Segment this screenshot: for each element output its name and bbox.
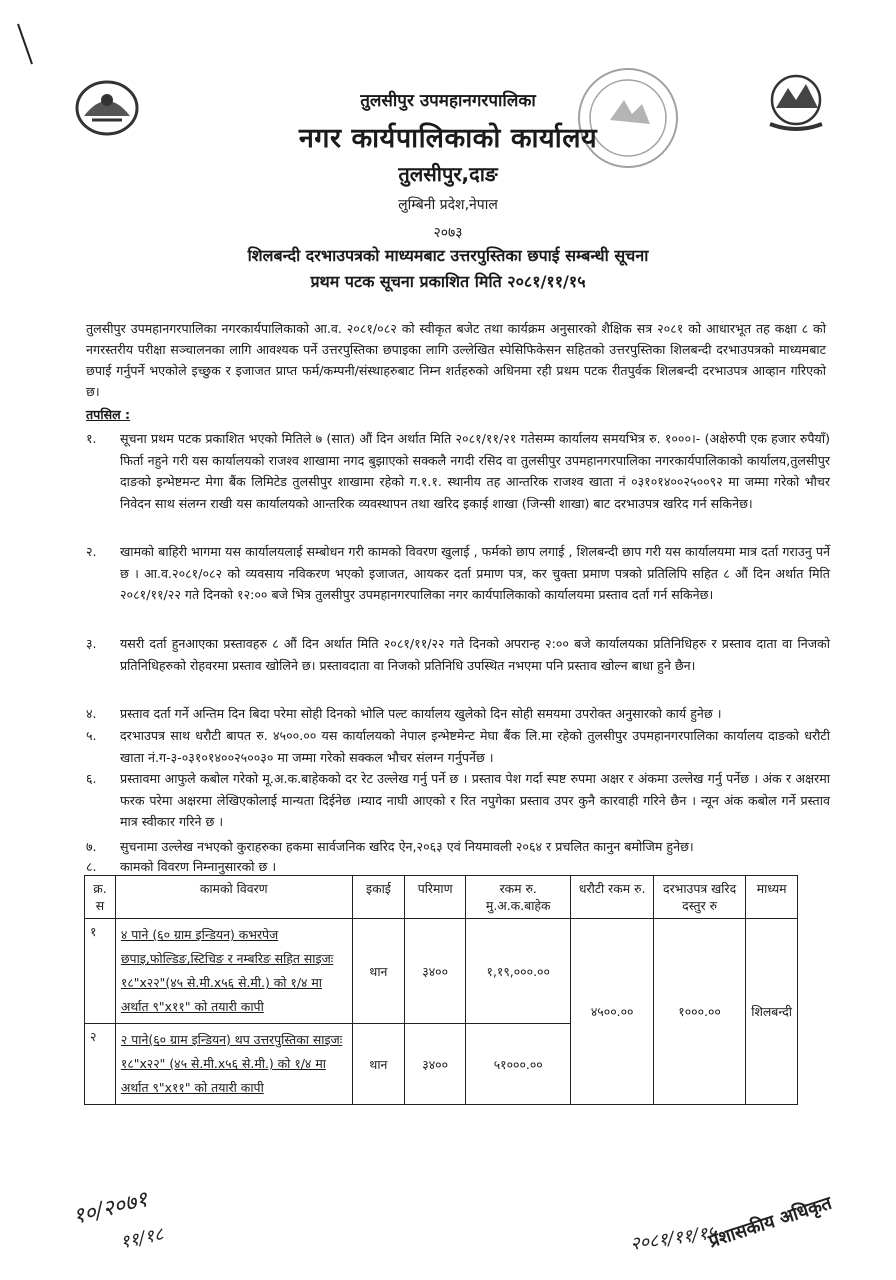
cell-sn: १ [85,919,116,1024]
condition-number: २. [86,544,97,559]
condition-number: ७. [86,839,97,854]
table-header-row [85,876,798,919]
cell-quantity: ३४०० [405,1024,466,1105]
cell-deposit: ४५००.०० [571,919,653,1105]
col-header-sn: क्र. स [85,876,116,919]
condition-text: प्रस्ताव दर्ता गर्ने अन्तिम दिन बिदा परेमा सोही दिनको भोलि पल्ट कार्यालय खुलेको दिन सोही समयमा उपरोक्त अनुसारको कार्य हुनेछ । [120,706,722,721]
condition-item [86,428,830,514]
col-header-unit: इकाई [352,876,405,919]
cell-unit: थान [352,919,405,1024]
col-header-deposit: धरौटी रकम रु. [571,876,653,919]
office-title: नगर कार्यपालिकाको कार्यालय [298,123,598,154]
org-name: तुलसीपुर उपमहानगरपालिका [360,91,536,111]
margin-stroke [8,20,38,70]
handwritten-date: ११/१८ [118,1223,166,1254]
col-header-description: कामको विवरण [115,876,352,919]
col-header-form-fee: दरभाउपत्र खरिद दस्तुर रु [653,876,745,919]
condition-text: कामको विवरण निम्नानुसारको छ । [120,859,277,874]
established-year: २०७३ [433,225,463,241]
signature-date: २०८१/११/१५ [629,1222,719,1255]
condition-number: ५. [86,728,97,743]
condition-item [86,633,830,676]
cell-form-fee: १०००.०० [653,919,745,1105]
col-header-amount: रकम रु. मु.अ.क.बाहेक [466,876,571,919]
published-date: प्रथम पटक सूचना प्रकाशित मिति २०८१/११/१५ [310,272,586,291]
tapsil-heading: तपसिल : [86,407,131,422]
cell-amount: १,१९,०००.०० [466,919,571,1024]
condition-number: ८. [86,859,97,874]
cell-unit: थान [352,1024,405,1105]
condition-number: ६. [86,771,97,786]
condition-text: सुचनामा उल्लेख नभएको कुराहरुका हकमा सार्वजनिक खरिद ऐन,२०६३ एवं नियमावली २०६४ र प्रचलित कानुन बमोजिम हुनेछ। [120,839,694,854]
condition-item [86,836,830,858]
condition-item [86,703,830,725]
cell-description: २ पाने(६० ग्राम इन्डियन) थप उत्तरपुस्तिका साइजः १८"x२२" (४५ से.मी.x५६ से.मी.) को १/४ मा अर्थात ९"x११" को तयारी कापी [115,1024,352,1105]
cell-sn: २ [85,1024,116,1105]
cell-medium: शिलबन्दी [746,919,798,1105]
condition-text: यसरी दर्ता हुनआएका प्रस्तावहरु ८ औं दिन अर्थात मिति २०८१/११/२२ गते दिनको अपरान्ह २:०० बजे कार्यालयका प्रतिनिधिहरु र प्रस्ताव दाता वा निजको प्रतिनिधिहरुको रोहवरमा प्रस्ताव खोलिने छ। प्रस्तावदाता वा निजको प्रतिनिधि उपस्थित नभएमा पनि प्रस्ताव खोल्न बाधा हुने छैन। [120,636,830,673]
notice-title: शिलबन्दी दरभाउपत्रको माध्यमबाट उत्तरपुस्तिका छपाई सम्बन्धी सूचना [247,246,649,265]
cell-quantity: ३४०० [405,919,466,1024]
condition-number: ४. [86,706,97,721]
condition-item [86,541,830,606]
table-row [85,919,798,1024]
cell-amount: ५१०००.०० [466,1024,571,1105]
condition-item [86,725,830,768]
handwritten-note: १०/२०७१ [70,1187,151,1230]
condition-text: खामको बाहिरी भागमा यस कार्यालयलाई सम्बोधन गरी कामको विवरण खुलाई , फर्मको छाप लगाई , शिलबन्दी छाप गरी यस कार्यालयमा मात्र दर्ता गराउनु पर्ने छ । आ.व.२०८१/०८२ को व्यवसाय नविकरण भएको इजाजत, आयकर दर्ता प्रमाण पत्र, कर चुक्ता प्रमाण पत्रको प्रतिलिपि सहित ८ औं दिन अर्थात मिति २०८१/११/२२ गते दिनको १२:०० बजे भित्र तुलसीपुर उपमहानगरपालिका नगर कार्यपालिकाको कार्यालयमा प्रस्ताव दर्ता गर्न सकिनेछ। [120,544,830,602]
province-line: लुम्बिनी प्रदेश,नेपाल [398,197,498,213]
condition-number: ३. [86,636,97,651]
col-header-medium: माध्यम [746,876,798,919]
condition-text: सूचना प्रथम पटक प्रकाशित भएको मितिले ७ (सात) औं दिन अर्थात मिति २०८१/११/२१ गतेसम्म कार्यालय समयभित्र रु. १०००।- (अक्षेरुपी एक हजार रुपैयाँ) फिर्ता नहुने गरी यस कार्यालयको राजश्व शाखामा नगद बुझाएको सक्कलै नगदी रसिद वा तुलसीपुर उपमहानगरपालिका नगरकार्यपालिकाको कार्यालय,तुलसीपुर दाङको इन्भेष्टमन्ट मेगा बैंक लिमिटेड तुलसीपुर शाखामा रहेको ग.१.१. स्थानीय तह आन्तरिक राजश्व खाता नं ०३१०१४००२५००९२ मा जम्मा गरेको भौचर निवेदन साथ संलग्न राखी यस कार्यालयको आन्तरिक व्यवस्थापन तथा खरिद इकाई शाखा (जिन्सी शाखा) बाट दरभाउपत्र खरिद गर्न सकिनेछ। [120,431,830,511]
intro-paragraph: तुलसीपुर उपमहानगरपालिका नगरकार्यपालिकाको आ.व. २०८१/०८२ को स्वीकृत बजेट तथा कार्यक्रम अनुसारको शैक्षिक सत्र २०८१ को आधारभूत तह कक्षा ८ को नगरस्तरीय परीक्षा सञ्चालनका लागि आवश्यक पर्ने उत्तरपुस्तिका छपाइका लागि उल्लेखित स्पेसिफिकेसन सहितको उत्तरपुस्तिका शिलबन्दी दरभाउपत्रको माध्यमबाट छपाई गर्नुपर्ने भएकोले इच्छुक र इजाजत प्राप्त फर्म/कम्पनी/संस्थाहरुबाट निम्न शर्तहरुको अधिनमा रही प्रथम पटक रीतपुर्वक शिलबन्दी दरभाउपत्र आव्हान गरिएको छ। [86,321,826,399]
office-place: तुलसीपुर,दाङ [398,162,498,186]
condition-text: प्रस्तावमा आफुले कबोल गरेको मू.अ.क.बाहेकको दर रेट उल्लेख गर्नु पर्ने छ । प्रस्ताव पेश गर्दा स्पष्ट रुपमा अक्षर र अंकमा उल्लेख गर्नु पर्नेछ । अंक र अक्षरमा फरक परेमा अक्षरमा लेखिएकोलाई मान्यता दिईनेछ ।म्याद नाघी आएको र रित नपुगेका प्रस्ताव उपर कुनै कारवाही गरिने छैन । न्यून अंक कबोल गर्ने प्रस्ताव मात्र स्वीकार गरिने छ । [120,771,830,829]
condition-text: दरभाउपत्र साथ धरौटी बापत रु. ४५००.०० यस कार्यालयको नेपाल इन्भेष्टमेन्ट मेघा बैंक लि.मा रहेको तुलसीपुर उपमहानगरपालिका कार्यालय दाङको धरौटी खाता नं.ग-३-०३१०१४००२५००३० मा जम्मा गरेको सक्कल भौचर संलग्न गर्नुपर्नेछ । [120,728,830,765]
col-header-quantity: परिमाण [405,876,466,919]
officer-title-stamp: प्रशासकीय अधिकृत [706,1192,835,1253]
condition-number: १. [86,431,97,446]
work-details-table [84,875,798,1105]
condition-item [86,768,830,833]
cell-description: ४ पाने (६० ग्राम इन्डियन) कभरपेज छपाइ,फोल्डिङ,स्टिचिङ र नम्बरिङ सहित साइजः १८"x२२"(४५ से.मी.x५६ से.मी.) को १/४ मा अर्थात ९"x११" को तयारी कापी [115,919,352,1024]
